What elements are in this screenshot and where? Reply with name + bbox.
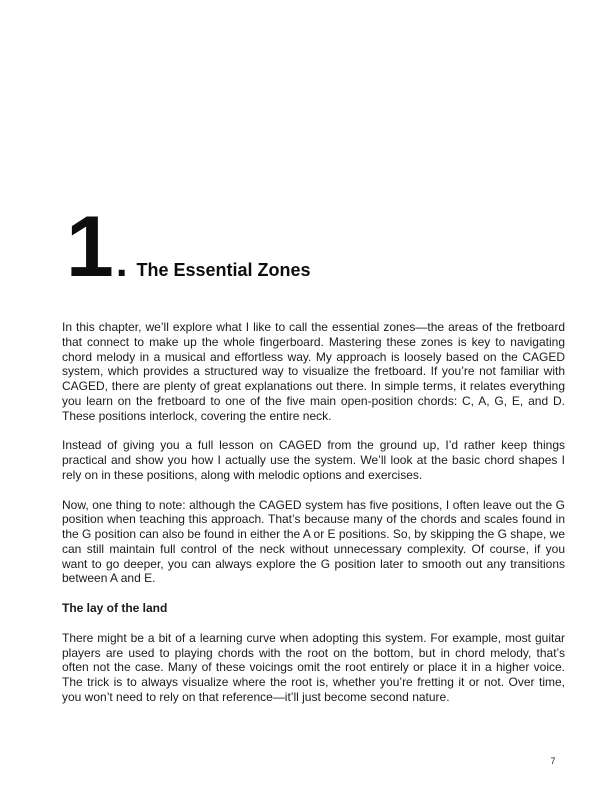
paragraph-g-position-note: Now, one thing to note: although the CAGED system has five positions, I often leave out the G position when teaching this approach. That’s because many of the chords and scales found in the G position can also be found in either the A or E positions. So, by skipping the G shape, we can still maintain full control of the neck without unnecessary complexity. Of course, if you want to go deeper, you can always explore the G position later to smooth out any transitions between A and E. [62,497,565,586]
chapter-heading [66,199,311,295]
page-number: 7 [550,756,556,766]
chapter-number: 1 [66,199,112,295]
chapter-number-separator: . [115,238,128,285]
paragraph-intro-zones: In this chapter, we’ll explore what I like to call the essential zones—the areas of the fretboard that connect to make up the whole fingerboard. Mastering these zones is key to navigating chord melody in a musical and effortless way. My approach is loosely based on the CAGED system, which provides a structured way to visualize the fretboard. If you’re not familiar with CAGED, there are plenty of great explanations out there. In simple terms, it relates everything you learn on the fretboard to one of the five main open-position chords: C, A, G, E, and D. These positions interlock, covering the entire neck. [62,320,565,423]
paragraph-practical-approach: Instead of giving you a full lesson on CAGED from the ground up, I’d rather keep things practical and show you how I actually use the system. We’ll look at the basic chord shapes I rely on in these positions, along with melodic options and exercises. [62,438,565,482]
chapter-title: The Essential Zones [136,260,311,280]
paragraph-learning-curve: There might be a bit of a learning curve when adopting this system. For example, most guitar players are used to playing chords with the root on the bottom, but in chord melody, that’s often not the case. Many of these voicings omit the root entirely or place it in a higher voice. The trick is to always visualize where the root is, whether you’re fretting it or not. Over time, you won’t need to rely on that reference—it’ll just become second nature. [62,630,565,704]
section-subheading: The lay of the land [62,601,168,615]
body-text-column [62,320,565,720]
